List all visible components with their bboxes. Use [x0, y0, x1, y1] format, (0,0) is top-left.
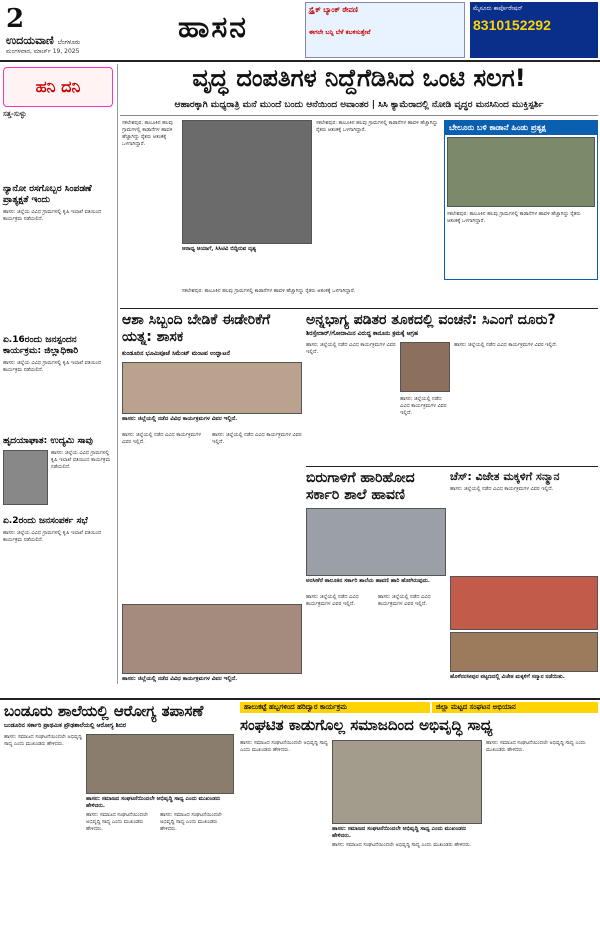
annabhagya-subhead: ಶಿರಸ್ತೇದಾರ್/ಗೋದಾಮಿನ ವಿರುದ್ಧ ಕಾನೂನು ಕ್ರಮಕ್ಕೆ ಆಗ್ರಹ	[306, 330, 419, 337]
photo-caption: ಆರಾಧ್ಯ ಆಯಾಗೆ, ಸಿಸಿಟಿವಿ ಬಿದ್ದಿರುವ ದೃಶ್ಯ	[182, 246, 257, 252]
issue-date: ಮಂಗಳವಾರ, ಮಾರ್ಚ್ 19, 2025	[6, 48, 80, 55]
elephant-box	[444, 120, 598, 280]
divider	[306, 466, 598, 467]
lead-headline: ವೃದ್ಧ ದಂಪತಿಗಳ ನಿದ್ದೆಗೆಡಿಸಿದ ಒಂಟಿ ಸಲಗ!	[192, 64, 526, 92]
article-body: ಹಾಸನ: ಜಿಲ್ಲೆಯ ವಿವಿಧ ಗ್ರಾಮಗಳಲ್ಲಿ ಕೃಷಿ ಇಲಾಖೆ ವತಿಯಿಂದ ಕಾರ್ಯಕ್ರಮ ನಡೆಯಲಿದೆ.	[3, 209, 102, 222]
lead-body: ಸಕಲೇಶಪುರ: ತಾಲೂಕಿನ ಹಲವು ಗ್ರಾಮಗಳಲ್ಲಿ ಕಾಡಾನೆಗಳ ಹಾವಳಿ ಹೆಚ್ಚಾಗಿದ್ದು ರೈತರು ಆತಂಕಕ್ಕೆ ಒಳಗಾಗಿದ್ದಾರೆ.	[122, 120, 173, 147]
asha-body: ಹಾಸನ: ಜಿಲ್ಲೆಯಲ್ಲಿ ನಡೆದ ವಿವಿಧ ಕಾರ್ಯಕ್ರಮಗಳ ವಿವರ ಇಲ್ಲಿದೆ.	[122, 432, 201, 445]
health-subhead: ಬಂಡೂರಿನ ಸರ್ಕಾರಿ ಪ್ರಾಥಮಿಕ ಪ್ರೌಢಶಾಲೆಯಲ್ಲಿ ಆರೋಗ್ಯ ಶಿಬಿರ	[4, 722, 127, 729]
asha-headline: ಆಶಾ ಸಿಬ್ಬಂದಿ ಬೇಡಿಕೆ ಈಡೇರಿಕೆಗೆ ಯತ್ನ: ಶಾಸಕ	[122, 312, 271, 345]
lead-subhead: ಆಹಾರಕ್ಕಾಗಿ ಮಧ್ಯರಾತ್ರಿ ಮನೆ ಮುಂದೆ ಬಂದು ಆನೆಯಿಂದ ಅವಾಂತರ | ಸಿಸಿ ಕ್ಯಾಮೆರಾದಲ್ಲಿ ನೋಡಿ ವೃದ್ಧರ ಮನಸಿನಿಂದ ಮುಕ್ತಿಸ್ಪರ್ಶಿ	[120, 100, 598, 116]
school-photo	[306, 508, 446, 576]
kadugolla-body: ಹಾಸನ: ಸಮಾಜದ ಸಂಘಟನೆಯಿಂದಲೇ ಅಭಿವೃದ್ಧಿ ಸಾಧ್ಯ ಎಂದು ಮುಖಂಡರು ಹೇಳಿದರು.	[332, 842, 472, 848]
photo-caption: ಹಾಸನ: ಸಮಾಜದ ಸಂಘಟನೆಯಿಂದಲೇ ಅಭಿವೃದ್ಧಿ ಸಾಧ್ಯ ಎಂದು ಮುಖಂಡರು ಹೇಳಿದರು.	[332, 826, 467, 839]
portrait-photo	[400, 342, 450, 392]
annabhagya-headline: ಅನ್ನಭಾಗ್ಯ ಪಡಿತರ ತೂಕದಲ್ಲಿ ವಂಚನೆ: ಸಿಎಂಗೆ ದೂರು?	[306, 312, 556, 328]
school-headline: ಬಿರುಗಾಳಿಗೆ ಹಾರಿಹೋದ ಸರ್ಕಾರಿ ಶಾಲೆ ಹಾವಣಿ	[306, 470, 415, 503]
chess-group-photo	[450, 632, 598, 672]
annabhagya-body: ಹಾಸನ: ಜಿಲ್ಲೆಯಲ್ಲಿ ನಡೆದ ವಿವಿಧ ಕಾರ್ಯಕ್ರಮಗಳ ವಿವರ ಇಲ್ಲಿದೆ.	[400, 396, 447, 416]
article-headline: ಏ.2ರಂದು ಜನಸಂಪರ್ಕ ಸಭೆ	[3, 516, 88, 526]
article-body: ಹಾಸನ: ಜಿಲ್ಲೆಯ ವಿವಿಧ ಗ್ರಾಮಗಳಲ್ಲಿ ಕೃಷಿ ಇಲಾಖೆ ವತಿಯಿಂದ ಕಾರ್ಯಕ್ರಮ ನಡೆಯಲಿದೆ.	[3, 530, 102, 543]
city-title: ಹಾಸನ	[178, 10, 248, 45]
article-body: ಹಾಸನ: ಜಿಲ್ಲೆಯ ವಿವಿಧ ಗ್ರಾಮಗಳಲ್ಲಿ ಕೃಷಿ ಇಲಾಖೆ ವತಿಯಿಂದ ಕಾರ್ಯಕ್ರಮ ನಡೆಯಲಿದೆ.	[51, 450, 111, 470]
kadugolla-photo	[332, 740, 482, 824]
chess-body: ಹಾಸನ: ಜಿಲ್ಲೆಯಲ್ಲಿ ನಡೆದ ವಿವಿಧ ಕಾರ್ಯಕ್ರಮಗಳ ವಿವರ ಇಲ್ಲಿದೆ.	[450, 486, 554, 492]
school-body: ಹಾಸನ: ಜಿಲ್ಲೆಯಲ್ಲಿ ನಡೆದ ವಿವಿಧ ಕಾರ್ಯಕ್ರಮಗಳ ವಿವರ ಇಲ್ಲಿದೆ.	[378, 594, 431, 607]
event-photo	[122, 604, 302, 674]
advertisement: ಸ್ಟ್ರೈಕ್‌ ಬ್ಯಾಂಕ್ ಠೇವಣಿ ಈಗಲೇ ಬನ್ನಿ ಬೆಳೆ ಕಬಳಿಸುತ್ತೇವೆ	[305, 2, 465, 58]
elephant-herd-photo	[447, 137, 595, 207]
box-headline: ಬೇಲೂರು ಬಳಿ ಕಾಡಾನೆ ಹಿಂಡು ಪ್ರತ್ಯಕ್ಷ	[445, 121, 597, 135]
masthead	[0, 0, 600, 62]
divider	[0, 698, 600, 700]
lead-body: ಸಕಲೇಶಪುರ: ತಾಲೂಕಿನ ಹಲವು ಗ್ರಾಮಗಳಲ್ಲಿ ಕಾಡಾನೆಗಳ ಹಾವಳಿ ಹೆಚ್ಚಾಗಿದ್ದು ರೈತರು ಆತಂಕಕ್ಕೆ ಒಳಗಾಗಿದ್ದಾರೆ.	[316, 120, 438, 133]
lead-body: ಸಕಲೇಶಪುರ: ತಾಲೂಕಿನ ಹಲವು ಗ್ರಾಮಗಳಲ್ಲಿ ಕಾಡಾನೆಗಳ ಹಾವಳಿ ಹೆಚ್ಚಾಗಿದ್ದು ರೈತರು ಆತಂಕಕ್ಕೆ ಒಳಗಾಗಿದ್ದಾರೆ.	[182, 288, 356, 294]
portrait-photo	[3, 450, 48, 505]
column-logo: ಹನಿ ದನಿ	[3, 67, 113, 107]
section-bar: ಜಿಲ್ಲಾ ಮಟ್ಟದ ಸಂಘಟನ ಅಭಿಯಾನ	[432, 702, 598, 713]
article-headline: ಹೃದಯಾಘಾತ: ಉದ್ಯಮಿ ಸಾವು	[3, 436, 93, 446]
photo-caption: ಹಾಸನ: ಜಿಲ್ಲೆಯಲ್ಲಿ ನಡೆದ ವಿವಿಧ ಕಾರ್ಯಕ್ರಮಗಳ ವಿವರ ಇಲ್ಲಿದೆ.	[122, 676, 238, 682]
poem-body	[3, 118, 114, 178]
health-headline: ಬಂಡೂರು ಶಾಲೆಯಲ್ಲಿ ಆರೋಗ್ಯ ತಪಾಸಣೆ	[4, 702, 204, 720]
health-body: ಹಾಸನ: ಸಮಾಜದ ಸಂಘಟನೆಯಿಂದಲೇ ಅಭಿವೃದ್ಧಿ ಸಾಧ್ಯ ಎಂದು ಮುಖಂಡರು ಹೇಳಿದರು.	[4, 734, 82, 747]
box-body: ಸಕಲೇಶಪುರ: ತಾಲೂಕಿನ ಹಲವು ಗ್ರಾಮಗಳಲ್ಲಿ ಕಾಡಾನೆಗಳ ಹಾವಳಿ ಹೆಚ್ಚಾಗಿದ್ದು ರೈತರು ಆತಂಕಕ್ಕೆ ಒಳಗಾಗಿದ್ದಾರೆ.	[447, 211, 581, 224]
section-bar: ಹಾಲುಕಟ್ಟೆ ಹಬ್ಬಗಳಿಂದ ಹರಿದ್ವಾರ ಕಾರ್ಯಕ್ರಮ	[240, 702, 430, 713]
kadugolla-headline: ಸಂಘಟಿತ ಕಾಡುಗೊಲ್ಲ ಸಮಾಜದಿಂದ ಅಭಿವೃದ್ಧಿ ಸಾಧ್ಯ	[240, 716, 493, 734]
poem-title: ಸತ್ತ-ಸುಳ್ಳು	[3, 110, 27, 118]
page-number: 2	[6, 4, 25, 34]
article-headline: ನ್ಯಾನೋ ರಸಗೊಬ್ಬರ ಸಿಂಪಡಣೆ ಪ್ರಾತ್ಯಕ್ಷತೆ ಇಂದು	[3, 184, 92, 205]
advertisement-phone: ಮೈಸೂರು ಕಾರ್ಪೊರೇಷನ್ 8310152292	[470, 2, 598, 58]
annabhagya-body: ಹಾಸನ: ಜಿಲ್ಲೆಯಲ್ಲಿ ನಡೆದ ವಿವಿಧ ಕಾರ್ಯಕ್ರಮಗಳ ವಿವರ ಇಲ್ಲಿದೆ.	[454, 342, 558, 348]
kadugolla-body: ಹಾಸನ: ಸಮಾಜದ ಸಂಘಟನೆಯಿಂದಲೇ ಅಭಿವೃದ್ಧಿ ಸಾಧ್ಯ ಎಂದು ಮುಖಂಡರು ಹೇಳಿದರು.	[240, 740, 328, 753]
annabhagya-body: ಹಾಸನ: ಜಿಲ್ಲೆಯಲ್ಲಿ ನಡೆದ ವಿವಿಧ ಕಾರ್ಯಕ್ರಮಗಳ ವಿವರ ಇಲ್ಲಿದೆ.	[306, 342, 396, 355]
photo-caption: ಅರಸೀಕೆರೆ ತಾಲೂಕಿನ ಸರ್ಕಾರಿ ಶಾಲೆಯ ಹಾವಣಿ ಹಾರಿ ಹೋಗಿರುವುದು.	[306, 578, 430, 584]
kadugolla-body: ಹಾಸನ: ಸಮಾಜದ ಸಂಘಟನೆಯಿಂದಲೇ ಅಭಿವೃದ್ಧಿ ಸಾಧ್ಯ ಎಂದು ಮುಖಂಡರು ಹೇಳಿದರು.	[486, 740, 586, 753]
chess-headline: ಚೆಸ್: ವಿಜೇತ ಮಕ್ಕಳಿಗೆ ಸನ್ಮಾನ	[450, 470, 560, 483]
health-body: ಹಾಸನ: ಸಮಾಜದ ಸಂಘಟನೆಯಿಂದಲೇ ಅಭಿವೃದ್ಧಿ ಸಾಧ್ಯ ಎಂದು ಮುಖಂಡರು ಹೇಳಿದರು.	[86, 812, 148, 832]
divider	[120, 308, 598, 309]
left-column	[0, 64, 118, 684]
chess-photo	[450, 576, 598, 630]
asha-body: ಹಾಸನ: ಜಿಲ್ಲೆಯಲ್ಲಿ ನಡೆದ ವಿವಿಧ ಕಾರ್ಯಕ್ರಮಗಳ ವಿವರ ಇಲ್ಲಿದೆ.	[212, 432, 302, 445]
paper-name: ಉದಯವಾಣಿ ಬೆಂಗಳೂರು	[6, 34, 81, 47]
photo-caption: ಹಾಸನ: ಸಮಾಜದ ಸಂಘಟನೆಯಿಂದಲೇ ಅಭಿವೃದ್ಧಿ ಸಾಧ್ಯ ಎಂದು ಮುಖಂಡರು ಹೇಳಿದರು.	[86, 796, 221, 809]
photo-caption: ಹೊಳೆನರಸೀಪುರ ಪಟ್ಟಣದಲ್ಲಿ ವಿಜೇತ ಮಕ್ಕಳಿಗೆ ಸನ್ಮಾನ ನಡೆಯಿತು.	[450, 674, 565, 680]
asha-photo	[122, 362, 302, 414]
article-headline: ಏ.16ರಂದು ಜನಸ್ಪಂದನ ಕಾರ್ಯಕ್ರಮ: ಜಿಲ್ಲಾಧಿಕಾರಿ	[3, 335, 79, 356]
article-body: ಹಾಸನ: ಜಿಲ್ಲೆಯ ವಿವಿಧ ಗ್ರಾಮಗಳಲ್ಲಿ ಕೃಷಿ ಇಲಾಖೆ ವತಿಯಿಂದ ಕಾರ್ಯಕ್ರಮ ನಡೆಯಲಿದೆ.	[3, 360, 102, 373]
health-photo	[86, 734, 234, 794]
photo-caption: ಹಾಸನ: ಜಿಲ್ಲೆಯಲ್ಲಿ ನಡೆದ ವಿವಿಧ ಕಾರ್ಯಕ್ರಮಗಳ ವಿವರ ಇಲ್ಲಿದೆ.	[122, 416, 238, 422]
elephant-cctv-photo	[182, 120, 312, 244]
school-body: ಹಾಸನ: ಜಿಲ್ಲೆಯಲ್ಲಿ ನಡೆದ ವಿವಿಧ ಕಾರ್ಯಕ್ರಮಗಳ ವಿವರ ಇಲ್ಲಿದೆ.	[306, 594, 359, 607]
health-body: ಹಾಸನ: ಸಮಾಜದ ಸಂಘಟನೆಯಿಂದಲೇ ಅಭಿವೃದ್ಧಿ ಸಾಧ್ಯ ಎಂದು ಮುಖಂಡರು ಹೇಳಿದರು.	[160, 812, 222, 832]
asha-subhead: ಕುಂಡೂರಿನ ಭೂಮಿಪೂಜೆ ಸಿಮೆಂಟ್ ಮಂಟಪ ಉದ್ಘಾಟನೆ	[122, 350, 230, 357]
